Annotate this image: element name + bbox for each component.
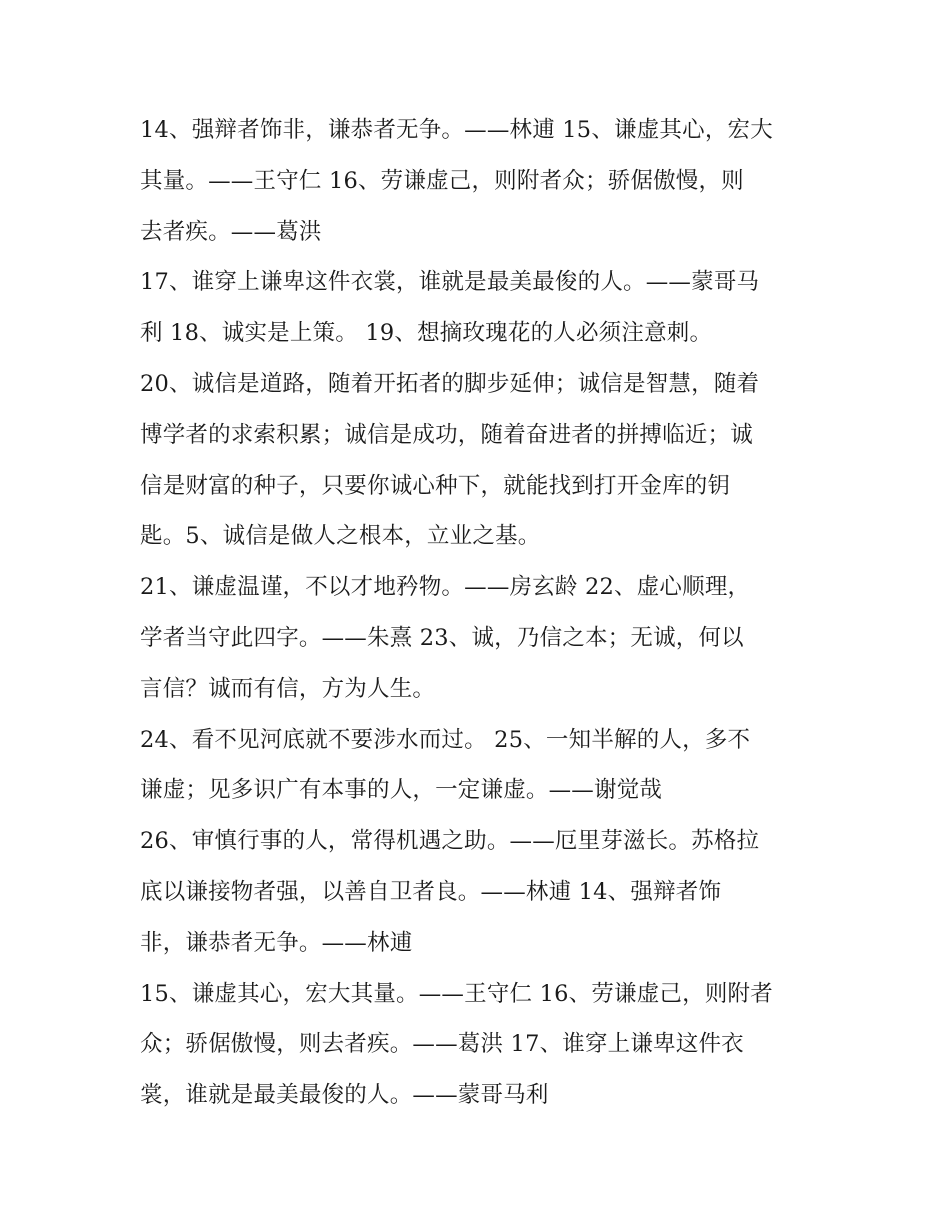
text-line: 学者当守此四字。——朱熹 23、诚，乃信之本；无诚，何以 <box>140 624 744 651</box>
text-line: 15、谦虚其心，宏大其量。——王守仁 16、劳谦虚己，则附者 <box>140 980 773 1007</box>
text-line: 非，谦恭者无争。——林逋 <box>140 929 413 956</box>
text-line: 21、谦虚温谨，不以才地矜物。——房玄龄 22、虚心顺理， <box>140 574 751 601</box>
text-line: 裳，谁就是最美最俊的人。——蒙哥马利 <box>140 1082 549 1109</box>
text-line: 匙。5、诚信是做人之根本，立业之基。 <box>140 523 541 550</box>
text-line: 底以谦接物者强，以善自卫者良。——林逋 14、强辩者饰 <box>140 878 722 905</box>
text-line: 去者疾。——葛洪 <box>140 218 322 245</box>
text-line: 利 18、诚实是上策。 19、想摘玫瑰花的人必须注意刺。 <box>140 320 713 347</box>
text-line: 17、谁穿上谦卑这件衣裳，谁就是最美最俊的人。——蒙哥马 <box>140 269 760 296</box>
text-line: 博学者的求索积累；诚信是成功，随着奋进者的拼搏临近；诚 <box>140 421 753 448</box>
text-line: 24、看不见河底就不要涉水而过。 25、一知半解的人，多不 <box>140 726 751 753</box>
text-line: 谦虚；见多识广有本事的人，一定谦虚。——谢觉哉 <box>140 777 663 804</box>
text-line: 26、审慎行事的人，常得机遇之助。——厄里芽滋长。苏格拉 <box>140 828 760 855</box>
text-line: 14、强辩者饰非，谦恭者无争。——林逋 15、谦虚其心，宏大 <box>140 117 773 143</box>
text-line: 众；骄倨傲慢，则去者疾。——葛洪 17、谁穿上谦卑这件衣 <box>140 1031 744 1058</box>
document-body <box>140 105 840 1121</box>
text-line: 其量。——王守仁 16、劳谦虚己，则附者众；骄倨傲慢，则 <box>140 167 744 194</box>
text-line: 信是财富的种子，只要你诚心种下，就能找到打开金库的钥 <box>140 472 731 499</box>
text-line: 20、诚信是道路，随着开拓者的脚步延伸；诚信是智慧，随着 <box>140 370 760 397</box>
text-line: 言信？诚而有信，方为人生。 <box>140 675 436 702</box>
